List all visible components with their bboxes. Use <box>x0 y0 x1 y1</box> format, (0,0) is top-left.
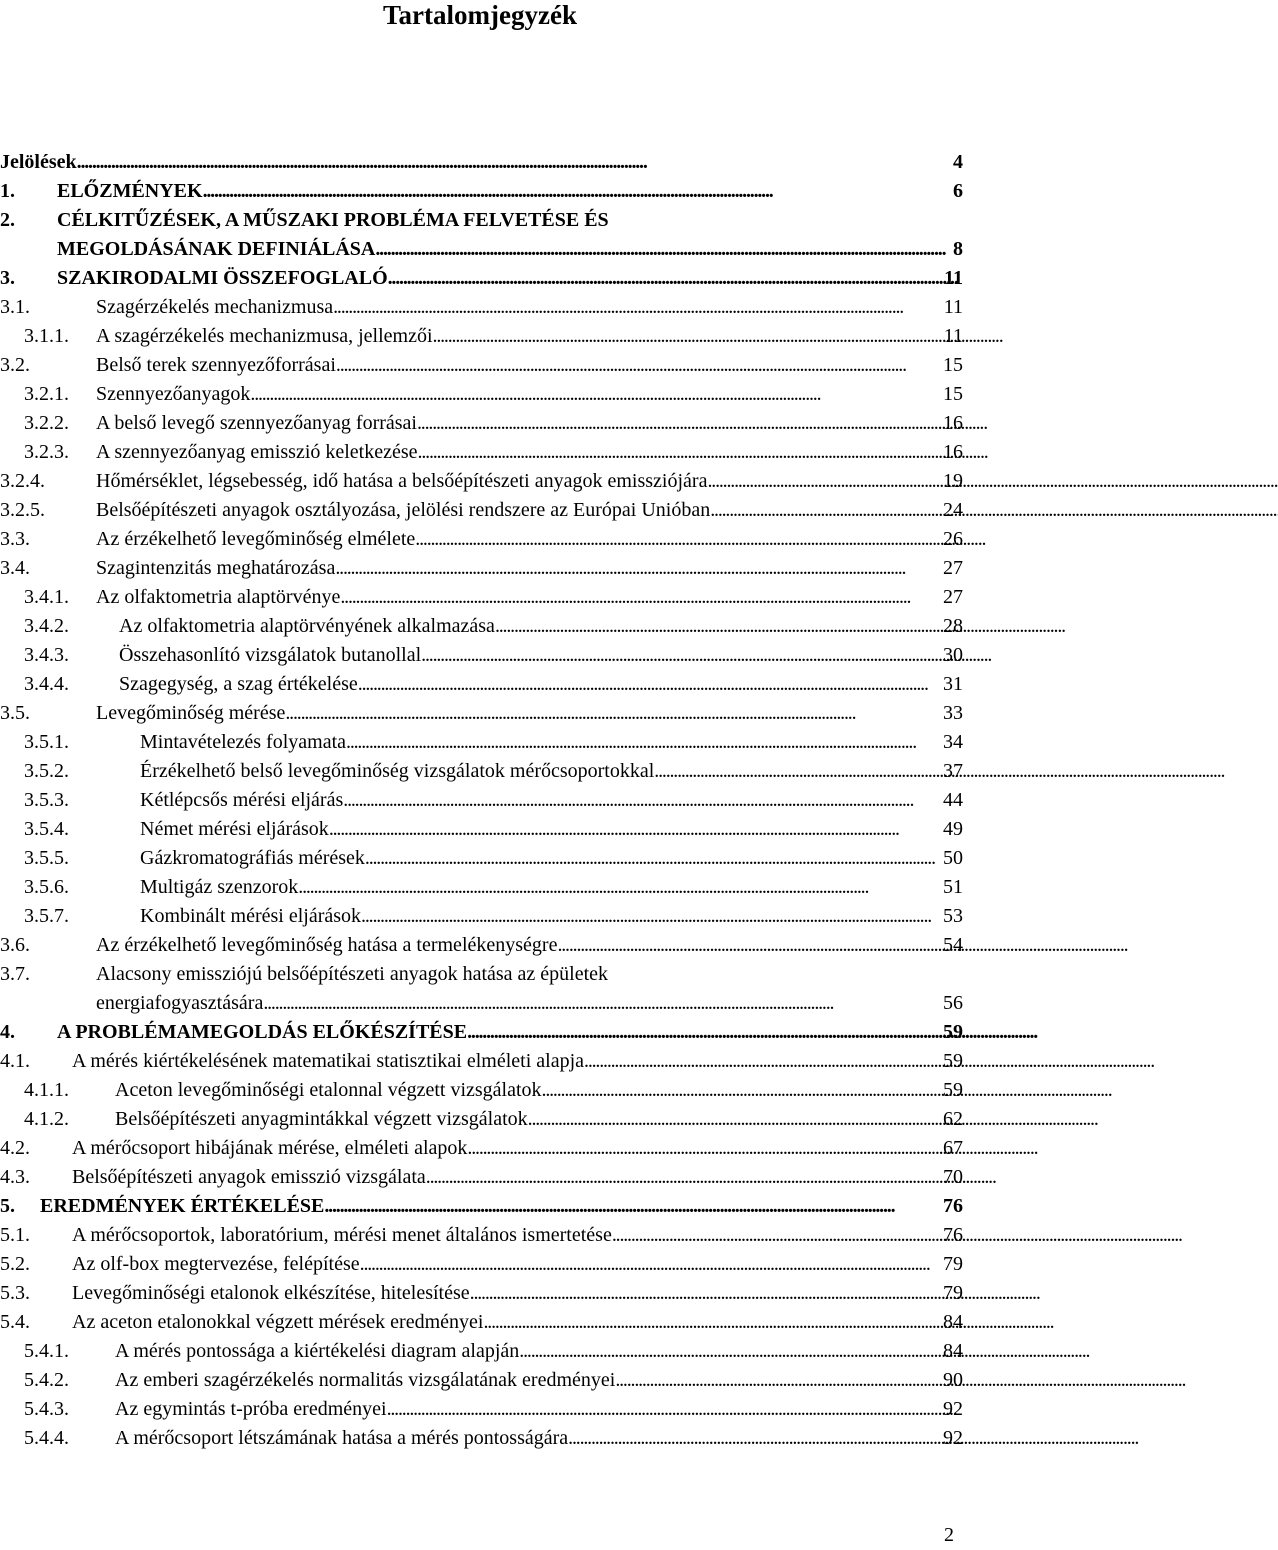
toc-entry-title: A mérőcsoport hibájának mérése, elméleti alapok <box>72 1137 468 1159</box>
toc-entry-number: 3.1. <box>0 296 30 318</box>
toc-entry-number: 3.5.2. <box>24 760 69 782</box>
toc-entry-body <box>0 148 963 177</box>
dot-leader <box>335 554 941 583</box>
toc-entry-number: 5.1. <box>0 1224 30 1246</box>
toc-entry-title: A PROBLÉMAMEGOLDÁS ELŐKÉSZÍTÉSE <box>57 1021 468 1043</box>
toc-entry-page: 37 <box>943 760 963 782</box>
toc-entry-number: 5.4.1. <box>24 1340 69 1362</box>
dot-leader <box>77 148 951 177</box>
toc-entry-number: 3.4.3. <box>24 644 69 666</box>
toc-entry[interactable] <box>0 177 963 206</box>
toc-entry-number: 3.5.5. <box>24 847 69 869</box>
dot-leader <box>336 351 941 380</box>
toc-entry-page: 31 <box>943 673 963 695</box>
toc-entry-page: 28 <box>943 615 963 637</box>
toc-entry-number: 3.7. <box>0 963 30 985</box>
dot-leader <box>329 815 941 844</box>
toc-entry-title: energiafogyasztására <box>96 992 264 1014</box>
dot-leader <box>298 873 941 902</box>
dot-leader <box>557 931 941 960</box>
toc-entry-number: 5.3. <box>0 1282 30 1304</box>
dot-leader <box>495 612 941 641</box>
toc-entry-title: Aceton levegőminőségi etalonnal végzett vizsgálatok <box>115 1079 542 1101</box>
toc-entry-page: 79 <box>943 1282 963 1304</box>
toc-entry[interactable] <box>0 1366 963 1395</box>
toc-entry-title: Összehasonlító vizsgálatok butanollal <box>119 644 422 666</box>
toc-entry-number: 3. <box>0 267 15 289</box>
toc-entry-number: 3.4.1. <box>24 586 69 608</box>
toc-entry-body <box>96 380 963 409</box>
toc-entry-number: 4.1.2. <box>24 1108 69 1130</box>
toc-entry-number: 3.5.1. <box>24 731 69 753</box>
toc-entry-body <box>96 409 963 438</box>
toc-entry-title: Az érzékelhető levegőminőség elmélete <box>96 528 416 550</box>
toc-entry-page: 92 <box>943 1427 963 1449</box>
toc-entry-body <box>140 786 963 815</box>
toc-entry-number: 3.2.4. <box>0 470 45 492</box>
toc-entry-page: 51 <box>943 876 963 898</box>
dot-leader <box>654 757 941 786</box>
toc-entry[interactable] <box>0 641 963 670</box>
toc-entry-body <box>140 844 963 873</box>
dot-leader <box>568 1424 941 1453</box>
toc-entry-number: 4.1.1. <box>24 1079 69 1101</box>
toc-entry-body <box>96 931 963 960</box>
toc-entry[interactable] <box>0 1163 963 1192</box>
toc-entry[interactable] <box>0 554 963 583</box>
dot-leader <box>542 1076 941 1105</box>
toc-entry-title: Kétlépcsős mérési eljárás <box>140 789 344 811</box>
toc-entry-title: A szagérzékelés mechanizmusa, jellemzői <box>96 325 433 347</box>
toc-entry-title: Mintavételezés folyamata <box>140 731 347 753</box>
dot-leader <box>467 1018 941 1047</box>
toc-entry[interactable] <box>0 931 963 960</box>
toc-entry-body <box>72 1250 963 1279</box>
dot-leader <box>421 641 941 670</box>
toc-entry[interactable] <box>0 1337 963 1366</box>
dot-leader <box>418 438 941 467</box>
toc-entry-number: 3.2.1. <box>24 383 69 405</box>
toc-entry-number: 5.4.2. <box>24 1369 69 1391</box>
toc-entry-page: 59 <box>943 1050 963 1072</box>
toc-entry-title: Levegőminőségi etalonok elkészítése, hitelesítése <box>72 1282 470 1304</box>
table-of-contents <box>0 148 963 1453</box>
toc-entry-title: Szagérzékelés mechanizmusa <box>96 296 334 318</box>
toc-entry-page: 49 <box>943 818 963 840</box>
toc-entry-page: 11 <box>944 267 963 289</box>
toc-entry-page: 11 <box>943 296 963 318</box>
toc-entry[interactable] <box>0 322 963 351</box>
toc-entry[interactable] <box>0 1308 963 1337</box>
dot-leader <box>470 1279 941 1308</box>
dot-leader <box>360 1250 941 1279</box>
page-number: 2 <box>944 1524 954 1546</box>
toc-entry-number: 5.4.4. <box>24 1427 69 1449</box>
toc-entry-body <box>140 873 963 902</box>
toc-entry-page: 8 <box>953 238 963 260</box>
toc-entry[interactable] <box>0 1395 963 1424</box>
toc-entry-body <box>96 525 963 554</box>
toc-entry-page: 76 <box>943 1224 963 1246</box>
toc-entry-page: 4 <box>953 151 963 173</box>
toc-entry-body <box>140 728 963 757</box>
toc-entry-body <box>140 815 963 844</box>
dot-leader <box>388 264 942 293</box>
toc-entry-body <box>115 1395 963 1424</box>
dot-leader <box>417 409 941 438</box>
toc-entry-body <box>96 496 963 525</box>
toc-entry-number: 4.1. <box>0 1050 30 1072</box>
dot-leader <box>433 322 942 351</box>
toc-entry-title: Az egymintás t-próba eredményei <box>115 1398 387 1420</box>
toc-entry-body <box>96 554 963 583</box>
toc-entry-number: 3.5.7. <box>24 905 69 927</box>
toc-entry[interactable] <box>0 786 963 815</box>
toc-entry-body <box>96 467 963 496</box>
toc-entry-title: A belső levegő szennyezőanyag forrásai <box>96 412 417 434</box>
toc-entry-body <box>96 438 963 467</box>
toc-entry[interactable] <box>0 496 963 525</box>
toc-entry-number: 3.6. <box>0 934 30 956</box>
toc-entry-title-line1: CÉLKITŰZÉSEK, A MŰSZAKI PROBLÉMA FELVETÉSE ÉS <box>57 209 609 231</box>
toc-entry-number: 4. <box>0 1021 15 1043</box>
toc-entry-page: 30 <box>943 644 963 666</box>
toc-entry-body <box>140 757 963 786</box>
toc-entry-title: Kombinált mérési eljárások <box>140 905 362 927</box>
toc-entry-page: 79 <box>943 1253 963 1275</box>
toc-entry[interactable] <box>0 670 963 699</box>
toc-entry-page: 59 <box>943 1079 963 1101</box>
toc-entry-page: 15 <box>943 354 963 376</box>
toc-entry-page: 16 <box>943 412 963 434</box>
toc-entry-page: 84 <box>943 1311 963 1333</box>
toc-entry[interactable] <box>0 960 963 1018</box>
toc-entry-title: Az olfaktometria alaptörvényének alkalmazása <box>119 615 495 637</box>
dot-leader <box>426 1163 941 1192</box>
toc-entry[interactable] <box>0 467 963 496</box>
toc-entry-page: 11 <box>943 325 963 347</box>
toc-entry-body <box>72 1221 963 1250</box>
toc-entry-number: 2. <box>0 209 15 231</box>
toc-entry-title: Levegőminőség mérése <box>96 702 286 724</box>
toc-entry-title: A mérés pontossága a kiértékelési diagram alapján <box>115 1340 520 1362</box>
toc-entry-number: 3.5.4. <box>24 818 69 840</box>
toc-entry-body <box>115 1424 963 1453</box>
toc-entry-body <box>72 1134 963 1163</box>
toc-entry[interactable] <box>0 1250 963 1279</box>
toc-entry-body <box>140 902 963 931</box>
dot-leader <box>483 1308 941 1337</box>
toc-entry-title: Az olf-box megtervezése, felépítése <box>72 1253 360 1275</box>
dot-leader <box>324 1192 941 1221</box>
toc-entry[interactable] <box>0 438 963 467</box>
toc-entry[interactable] <box>0 1424 963 1453</box>
toc-entry-title: Szennyezőanyagok <box>96 383 251 405</box>
toc-entry[interactable] <box>0 351 963 380</box>
toc-entry-number: 3.5.3. <box>24 789 69 811</box>
toc-entry-page: 56 <box>943 992 963 1014</box>
toc-entry-body <box>96 699 963 728</box>
toc-entry-number: 3.2. <box>0 354 30 376</box>
toc-entry[interactable] <box>0 409 963 438</box>
dot-leader <box>340 583 941 612</box>
toc-entry-body <box>96 583 963 612</box>
toc-entry-number: 3.2.5. <box>0 499 45 521</box>
toc-entry-number: 3.3. <box>0 528 30 550</box>
toc-entry-title: Belsőépítészeti anyagok osztályozása, jelölési rendszere az Európai Unióban <box>96 499 711 521</box>
toc-entry-body <box>96 989 963 1018</box>
dot-leader <box>615 1366 941 1395</box>
toc-entry-number: 1. <box>0 180 15 202</box>
dot-leader <box>707 467 941 496</box>
toc-entry[interactable] <box>0 264 963 293</box>
toc-entry-title-line1: Alacsony emissziójú belsőépítészeti anyagok hatása az épületek <box>96 963 609 985</box>
toc-entry-page: 24 <box>943 499 963 521</box>
toc-entry[interactable] <box>0 1279 963 1308</box>
toc-entry-title: Az érzékelhető levegőminőség hatása a termelékenységre <box>96 934 558 956</box>
toc-entry-body <box>40 1192 963 1221</box>
toc-entry[interactable] <box>0 583 963 612</box>
toc-entry[interactable] <box>0 1018 963 1047</box>
toc-entry-number: 3.4. <box>0 557 30 579</box>
toc-entry[interactable] <box>0 1221 963 1250</box>
dot-leader <box>375 235 951 264</box>
toc-entry-number: 4.2. <box>0 1137 30 1159</box>
dot-leader <box>528 1105 941 1134</box>
dot-leader <box>285 699 941 728</box>
toc-entry-body <box>119 641 963 670</box>
toc-entry-number: 5. <box>0 1195 15 1217</box>
toc-entry-number: 5.4. <box>0 1311 30 1333</box>
toc-entry-title: Belső terek szennyezőforrásai <box>96 354 336 376</box>
toc-entry[interactable] <box>0 293 963 322</box>
toc-entry-number: 3.5. <box>0 702 30 724</box>
toc-entry-title: A mérőcsoportok, laboratórium, mérési menet általános ismertetése <box>72 1224 612 1246</box>
toc-entry-page: 67 <box>943 1137 963 1159</box>
toc-entry-number: 5.2. <box>0 1253 30 1275</box>
toc-entry-page: 92 <box>943 1398 963 1420</box>
toc-entry-body <box>115 1076 963 1105</box>
toc-entry-body <box>115 1105 963 1134</box>
toc-entry-body <box>72 1163 963 1192</box>
toc-entry-title: Az olfaktometria alaptörvénye <box>96 586 341 608</box>
dot-leader <box>203 177 951 206</box>
toc-entry-page: 44 <box>943 789 963 811</box>
toc-entry-title: A mérés kiértékelésének matematikai statisztikai elméleti alapja <box>72 1050 585 1072</box>
toc-entry[interactable] <box>0 699 963 728</box>
toc-entry[interactable] <box>0 1134 963 1163</box>
toc-entry[interactable] <box>0 815 963 844</box>
toc-entry-page: 90 <box>943 1369 963 1391</box>
toc-entry-title: A mérőcsoport létszámának hatása a mérés pontosságára <box>115 1427 569 1449</box>
toc-entry-number: 3.5.6. <box>24 876 69 898</box>
toc-entry[interactable] <box>0 728 963 757</box>
dot-leader <box>415 525 941 554</box>
toc-entry-title: Német mérési eljárások <box>140 818 329 840</box>
toc-entry-body <box>119 670 963 699</box>
toc-entry-page: 76 <box>943 1195 963 1217</box>
toc-entry[interactable] <box>0 757 963 786</box>
dot-leader <box>387 1395 941 1424</box>
toc-entry-page: 84 <box>943 1340 963 1362</box>
toc-entry-page: 6 <box>953 180 963 202</box>
toc-entry-title: EREDMÉNYEK ÉRTÉKELÉSE <box>40 1195 325 1217</box>
toc-entry[interactable] <box>0 380 963 409</box>
toc-entry-page: 27 <box>943 557 963 579</box>
toc-entry-body <box>96 322 963 351</box>
toc-entry-number: 3.1.1. <box>24 325 69 347</box>
toc-entry-title: MEGOLDÁSÁNAK DEFINIÁLÁSA <box>57 238 376 260</box>
toc-entry-page: 33 <box>943 702 963 724</box>
toc-entry[interactable] <box>0 148 963 177</box>
toc-entry-title: ELŐZMÉNYEK <box>57 180 203 202</box>
toc-entry-title: A szennyezőanyag emisszió keletkezése <box>96 441 418 463</box>
dot-leader <box>343 786 941 815</box>
toc-entry-body <box>115 1366 963 1395</box>
toc-entry-page: 15 <box>943 383 963 405</box>
toc-entry-title: Szagintenzitás meghatározása <box>96 557 336 579</box>
toc-entry-title: Multigáz szenzorok <box>140 876 299 898</box>
toc-entry[interactable] <box>0 844 963 873</box>
toc-entry-title: Érzékelhető belső levegőminőség vizsgálatok mérőcsoportokkal <box>140 760 655 782</box>
toc-entry-title: Jelölések <box>0 151 77 173</box>
toc-entry-title: Az emberi szagérzékelés normalitás vizsgálatának eredményei <box>115 1369 616 1391</box>
toc-entry-title: Hőmérséklet, légsebesség, idő hatása a belsőépítészeti anyagok emissziójára <box>96 470 708 492</box>
toc-entry-number: 3.4.2. <box>24 615 69 637</box>
page-title: Tartalomjegyzék <box>383 0 577 30</box>
toc-entry-body <box>72 1047 963 1076</box>
toc-entry[interactable] <box>0 902 963 931</box>
toc-entry-page: 16 <box>943 441 963 463</box>
toc-entry-body <box>57 1018 963 1047</box>
toc-entry-number: 3.4.4. <box>24 673 69 695</box>
dot-leader <box>333 293 942 322</box>
toc-entry-body <box>96 351 963 380</box>
toc-entry-body <box>96 293 963 322</box>
toc-entry[interactable] <box>0 873 963 902</box>
toc-entry-page: 50 <box>943 847 963 869</box>
toc-entry[interactable] <box>0 1047 963 1076</box>
toc-entry-page: 26 <box>943 528 963 550</box>
toc-entry-title: Belsőépítészeti anyagmintákkal végzett vizsgálatok <box>115 1108 528 1130</box>
dot-leader <box>710 496 941 525</box>
toc-entry-body <box>115 1337 963 1366</box>
toc-entry-page: 59 <box>943 1021 963 1043</box>
dot-leader <box>519 1337 941 1366</box>
toc-entry-body <box>72 1308 963 1337</box>
dot-leader <box>346 728 941 757</box>
toc-entry-title: SZAKIRODALMI ÖSSZEFOGLALÓ <box>57 267 388 289</box>
toc-entry-body <box>119 612 963 641</box>
toc-entry[interactable] <box>0 525 963 554</box>
dot-leader <box>612 1221 941 1250</box>
toc-entry-number: 4.3. <box>0 1166 30 1188</box>
toc-entry-body <box>57 177 963 206</box>
dot-leader <box>250 380 941 409</box>
toc-entry[interactable] <box>0 1076 963 1105</box>
toc-entry-body <box>57 264 963 293</box>
toc-entry-number: 5.4.3. <box>24 1398 69 1420</box>
toc-entry-number: 3.2.3. <box>24 441 69 463</box>
toc-entry-page: 19 <box>943 470 963 492</box>
toc-entry-page: 70 <box>943 1166 963 1188</box>
toc-entry[interactable] <box>0 206 963 264</box>
dot-leader <box>361 902 941 931</box>
toc-entry-title: Az aceton etalonokkal végzett mérések eredményei <box>72 1311 484 1333</box>
toc-entry-title: Szagegység, a szag értékelése <box>119 673 358 695</box>
toc-entry-title: Belsőépítészeti anyagok emisszió vizsgálata <box>72 1166 426 1188</box>
toc-entry-title: Gázkromatográfiás mérések <box>140 847 365 869</box>
toc-entry[interactable] <box>0 1105 963 1134</box>
dot-leader <box>584 1047 941 1076</box>
dot-leader <box>358 670 941 699</box>
dot-leader <box>365 844 941 873</box>
toc-entry-number: 3.2.2. <box>24 412 69 434</box>
toc-entry[interactable] <box>0 612 963 641</box>
toc-entry-body <box>57 235 963 264</box>
toc-entry-body <box>72 1279 963 1308</box>
dot-leader <box>467 1134 941 1163</box>
dot-leader <box>263 989 941 1018</box>
toc-entry-page: 27 <box>943 586 963 608</box>
toc-entry-page: 54 <box>943 934 963 956</box>
toc-entry-page: 53 <box>943 905 963 927</box>
toc-entry-page: 34 <box>943 731 963 753</box>
toc-entry[interactable] <box>0 1192 963 1221</box>
toc-entry-page: 62 <box>943 1108 963 1130</box>
